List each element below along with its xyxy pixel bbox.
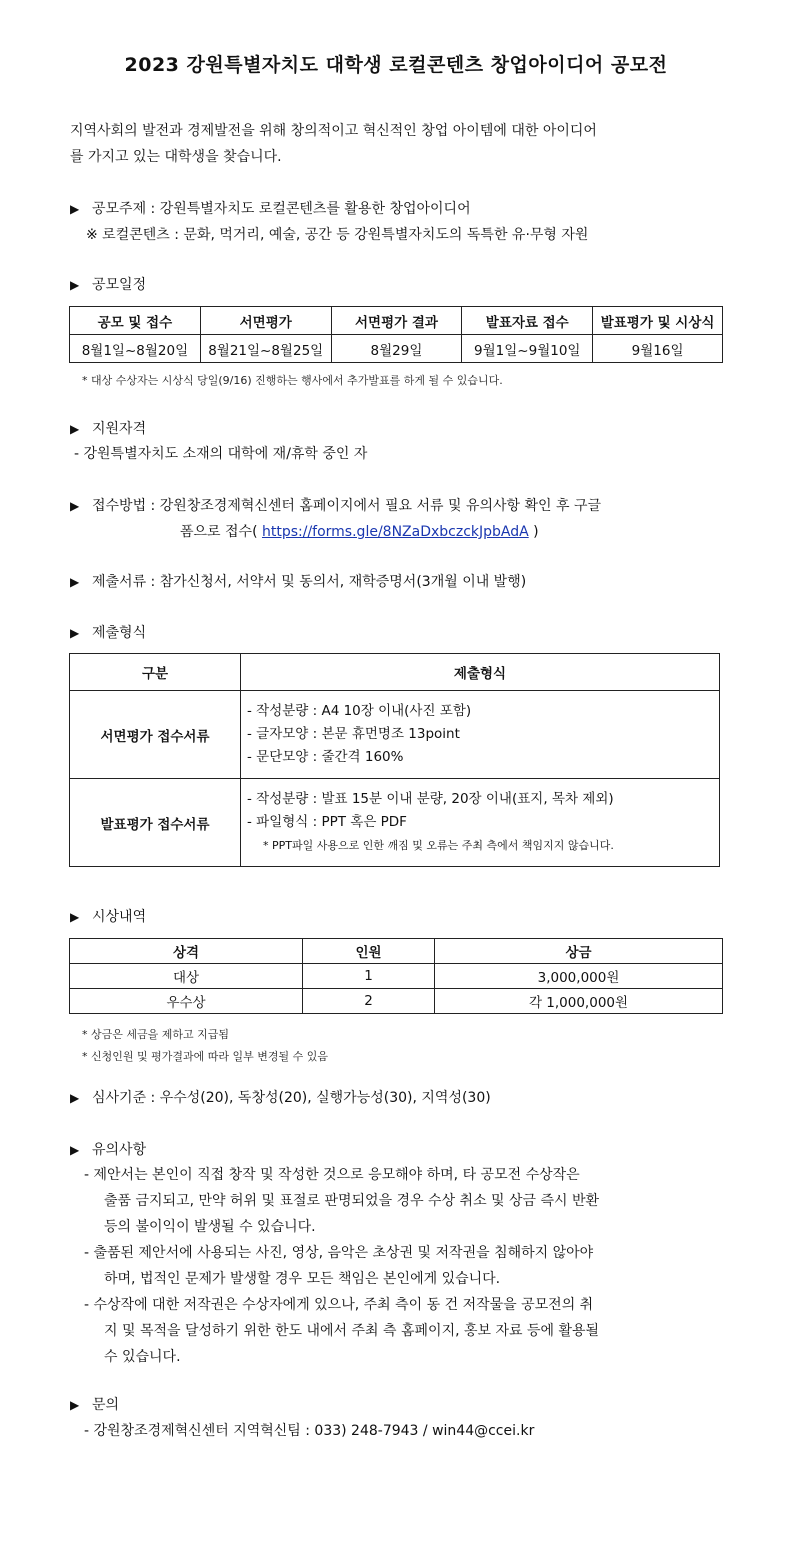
intro-paragraph xyxy=(70,118,597,170)
table-header-row xyxy=(70,654,720,691)
list-item: - 출품된 제안서에 사용되는 사진, 영상, 음악은 초상권 및 저작권을 침해하지 않아야 xyxy=(84,1245,594,1261)
page-title: 2023 강원특별자치도 대학생 로컬콘텐츠 창업아이디어 공모전 xyxy=(124,54,668,76)
schedule-header-cell: 공모 및 접수 xyxy=(70,307,201,335)
triangle-bullet-icon: ▶ xyxy=(70,626,80,640)
format-row-label: 발표평가 접수서류 xyxy=(70,779,241,867)
table-row xyxy=(70,964,723,989)
schedule-value-cell: 8월29일 xyxy=(331,335,462,363)
schedule-header-cell: 발표자료 접수 xyxy=(462,307,593,335)
table-row xyxy=(70,989,723,1014)
criteria-section xyxy=(70,1085,491,1111)
awards-header-cell: 상격 xyxy=(70,939,303,964)
awards-table xyxy=(69,938,723,1014)
table-header-row xyxy=(70,939,723,964)
awards-header-cell: 상금 xyxy=(435,939,723,964)
format-row-details xyxy=(241,691,720,779)
schedule-table xyxy=(69,306,723,363)
triangle-bullet-icon: ▶ xyxy=(70,422,80,436)
list-item-continued: 수 있습니다. xyxy=(104,1349,181,1365)
topic-note: ※ 로컬콘텐츠 : 문화, 먹거리, 예술, 공간 등 강원특별자치도의 독특한 유·무형 자원 xyxy=(86,227,589,243)
triangle-bullet-icon: ▶ xyxy=(70,1143,80,1157)
table-row xyxy=(70,779,720,867)
list-item: - 파일형식 : PPT 혹은 PDF xyxy=(247,814,407,830)
schedule-value-cell: 8월1일~8월20일 xyxy=(70,335,201,363)
award-cell: 1 xyxy=(303,964,435,989)
awards-note: * 상금은 세금을 제하고 지급됨 xyxy=(82,1028,229,1041)
schedule-value-cell: 9월1일~9월10일 xyxy=(462,335,593,363)
triangle-bullet-icon: ▶ xyxy=(70,1398,80,1412)
contact-item: - 강원창조경제혁신센터 지역혁신팀 : 033) 248-7943 / win44@ccei.kr xyxy=(84,1423,535,1439)
schedule-header-cell: 서면평가 결과 xyxy=(331,307,462,335)
google-form-link[interactable]: https://forms.gle/8NZaDxbczckJpbAdA xyxy=(261,524,529,540)
award-cell: 대상 xyxy=(70,964,303,989)
table-row xyxy=(70,335,723,363)
documents-label: 제출서류 : 참가신청서, 서약서 및 동의서, 재학증명서(3개월 이내 발행) xyxy=(92,574,527,590)
format-note: * PPT파일 사용으로 인한 깨짐 및 오류는 주최 측에서 책임지지 않습니다. xyxy=(263,839,614,852)
intro-line-1: 지역사회의 발전과 경제발전을 위해 창의적이고 혁신적인 창업 아이템에 대한 아이디어 xyxy=(70,123,597,139)
schedule-value-cell: 9월16일 xyxy=(593,335,723,363)
triangle-bullet-icon: ▶ xyxy=(70,202,80,216)
schedule-header-cell: 발표평가 및 시상식 xyxy=(593,307,723,335)
documents-section xyxy=(70,569,526,595)
apply-section xyxy=(70,493,601,519)
triangle-bullet-icon: ▶ xyxy=(70,278,80,292)
schedule-heading: ▶ 공모일정 xyxy=(70,272,146,298)
table-row xyxy=(70,691,720,779)
award-cell: 우수상 xyxy=(70,989,303,1014)
cautions-heading: ▶ 유의사항 xyxy=(70,1137,146,1163)
table-header-row xyxy=(70,307,723,335)
list-item: - 작성분량 : 발표 15분 이내 분량, 20장 이내(표지, 목차 제외) xyxy=(247,791,614,807)
apply-line-2: 폼으로 접수( https://forms.gle/8NZaDxbczckJpbAdA ) xyxy=(180,524,539,540)
contact-heading: ▶ 문의 xyxy=(70,1392,119,1418)
awards-heading: ▶ 시상내역 xyxy=(70,904,146,930)
intro-line-2: 를 가지고 있는 대학생을 찾습니다. xyxy=(70,149,282,165)
apply-label: 접수방법 : 강원창조경제혁신센터 홈페이지에서 필요 서류 및 유의사항 확인 후 구글 xyxy=(92,498,602,514)
awards-note: * 신청인원 및 평가결과에 따라 일부 변경될 수 있음 xyxy=(82,1050,328,1063)
triangle-bullet-icon: ▶ xyxy=(70,1091,80,1105)
list-item: - 글자모양 : 본문 휴먼명조 13point xyxy=(247,726,460,742)
schedule-value-cell: 8월21일~8월25일 xyxy=(200,335,331,363)
format-heading: ▶ 제출형식 xyxy=(70,620,146,646)
cautions-list xyxy=(84,1162,599,1370)
list-item-continued: 출품 금지되고, 만약 허위 및 표절로 판명되었을 경우 수상 취소 및 상금 즉시 반환 xyxy=(104,1193,600,1209)
list-item-continued: 지 및 목적을 달성하기 위한 한도 내에서 주최 측 홈페이지, 홍보 자료 등에 활용될 xyxy=(104,1323,600,1339)
award-cell: 각 1,000,000원 xyxy=(435,989,723,1014)
award-cell: 3,000,000원 xyxy=(435,964,723,989)
list-item-continued: 등의 불이익이 발생될 수 있습니다. xyxy=(104,1219,316,1235)
list-item: - 제안서는 본인이 직접 창작 및 작성한 것으로 응모해야 하며, 타 공모전 수상작은 xyxy=(84,1167,580,1183)
criteria-label: 심사기준 : 우수성(20), 독창성(20), 실행가능성(30), 지역성(30) xyxy=(92,1090,491,1106)
format-header-cell: 제출형식 xyxy=(241,654,720,691)
schedule-note: * 대상 수상자는 시상식 당일(9/16) 진행하는 행사에서 추가발표를 하게 될 수 있습니다. xyxy=(82,374,503,387)
awards-header-cell: 인원 xyxy=(303,939,435,964)
format-row-label: 서면평가 접수서류 xyxy=(70,691,241,779)
triangle-bullet-icon: ▶ xyxy=(70,499,80,513)
format-table xyxy=(69,653,720,867)
award-cell: 2 xyxy=(303,989,435,1014)
triangle-bullet-icon: ▶ xyxy=(70,575,80,589)
list-item-continued: 하며, 법적인 문제가 발생할 경우 모든 책임은 본인에게 있습니다. xyxy=(104,1271,501,1287)
format-header-cell: 구분 xyxy=(70,654,241,691)
format-row-details xyxy=(241,779,720,867)
topic-section xyxy=(70,196,471,222)
eligibility-heading: ▶ 지원자격 xyxy=(70,416,146,442)
triangle-bullet-icon: ▶ xyxy=(70,910,80,924)
awards-notes xyxy=(82,1024,328,1068)
schedule-header-cell: 서면평가 xyxy=(200,307,331,335)
list-item: - 수상작에 대한 저작권은 수상자에게 있으나, 주최 측이 동 건 저작물을 공모전의 취 xyxy=(84,1297,594,1313)
topic-label: 공모주제 : 강원특별자치도 로컬콘텐츠를 활용한 창업아이디어 xyxy=(92,201,471,217)
eligibility-item: - 강원특별자치도 소재의 대학에 재/휴학 중인 자 xyxy=(74,446,368,462)
list-item: - 문단모양 : 줄간격 160% xyxy=(247,749,404,765)
list-item: - 작성분량 : A4 10장 이내(사진 포함) xyxy=(247,703,472,719)
